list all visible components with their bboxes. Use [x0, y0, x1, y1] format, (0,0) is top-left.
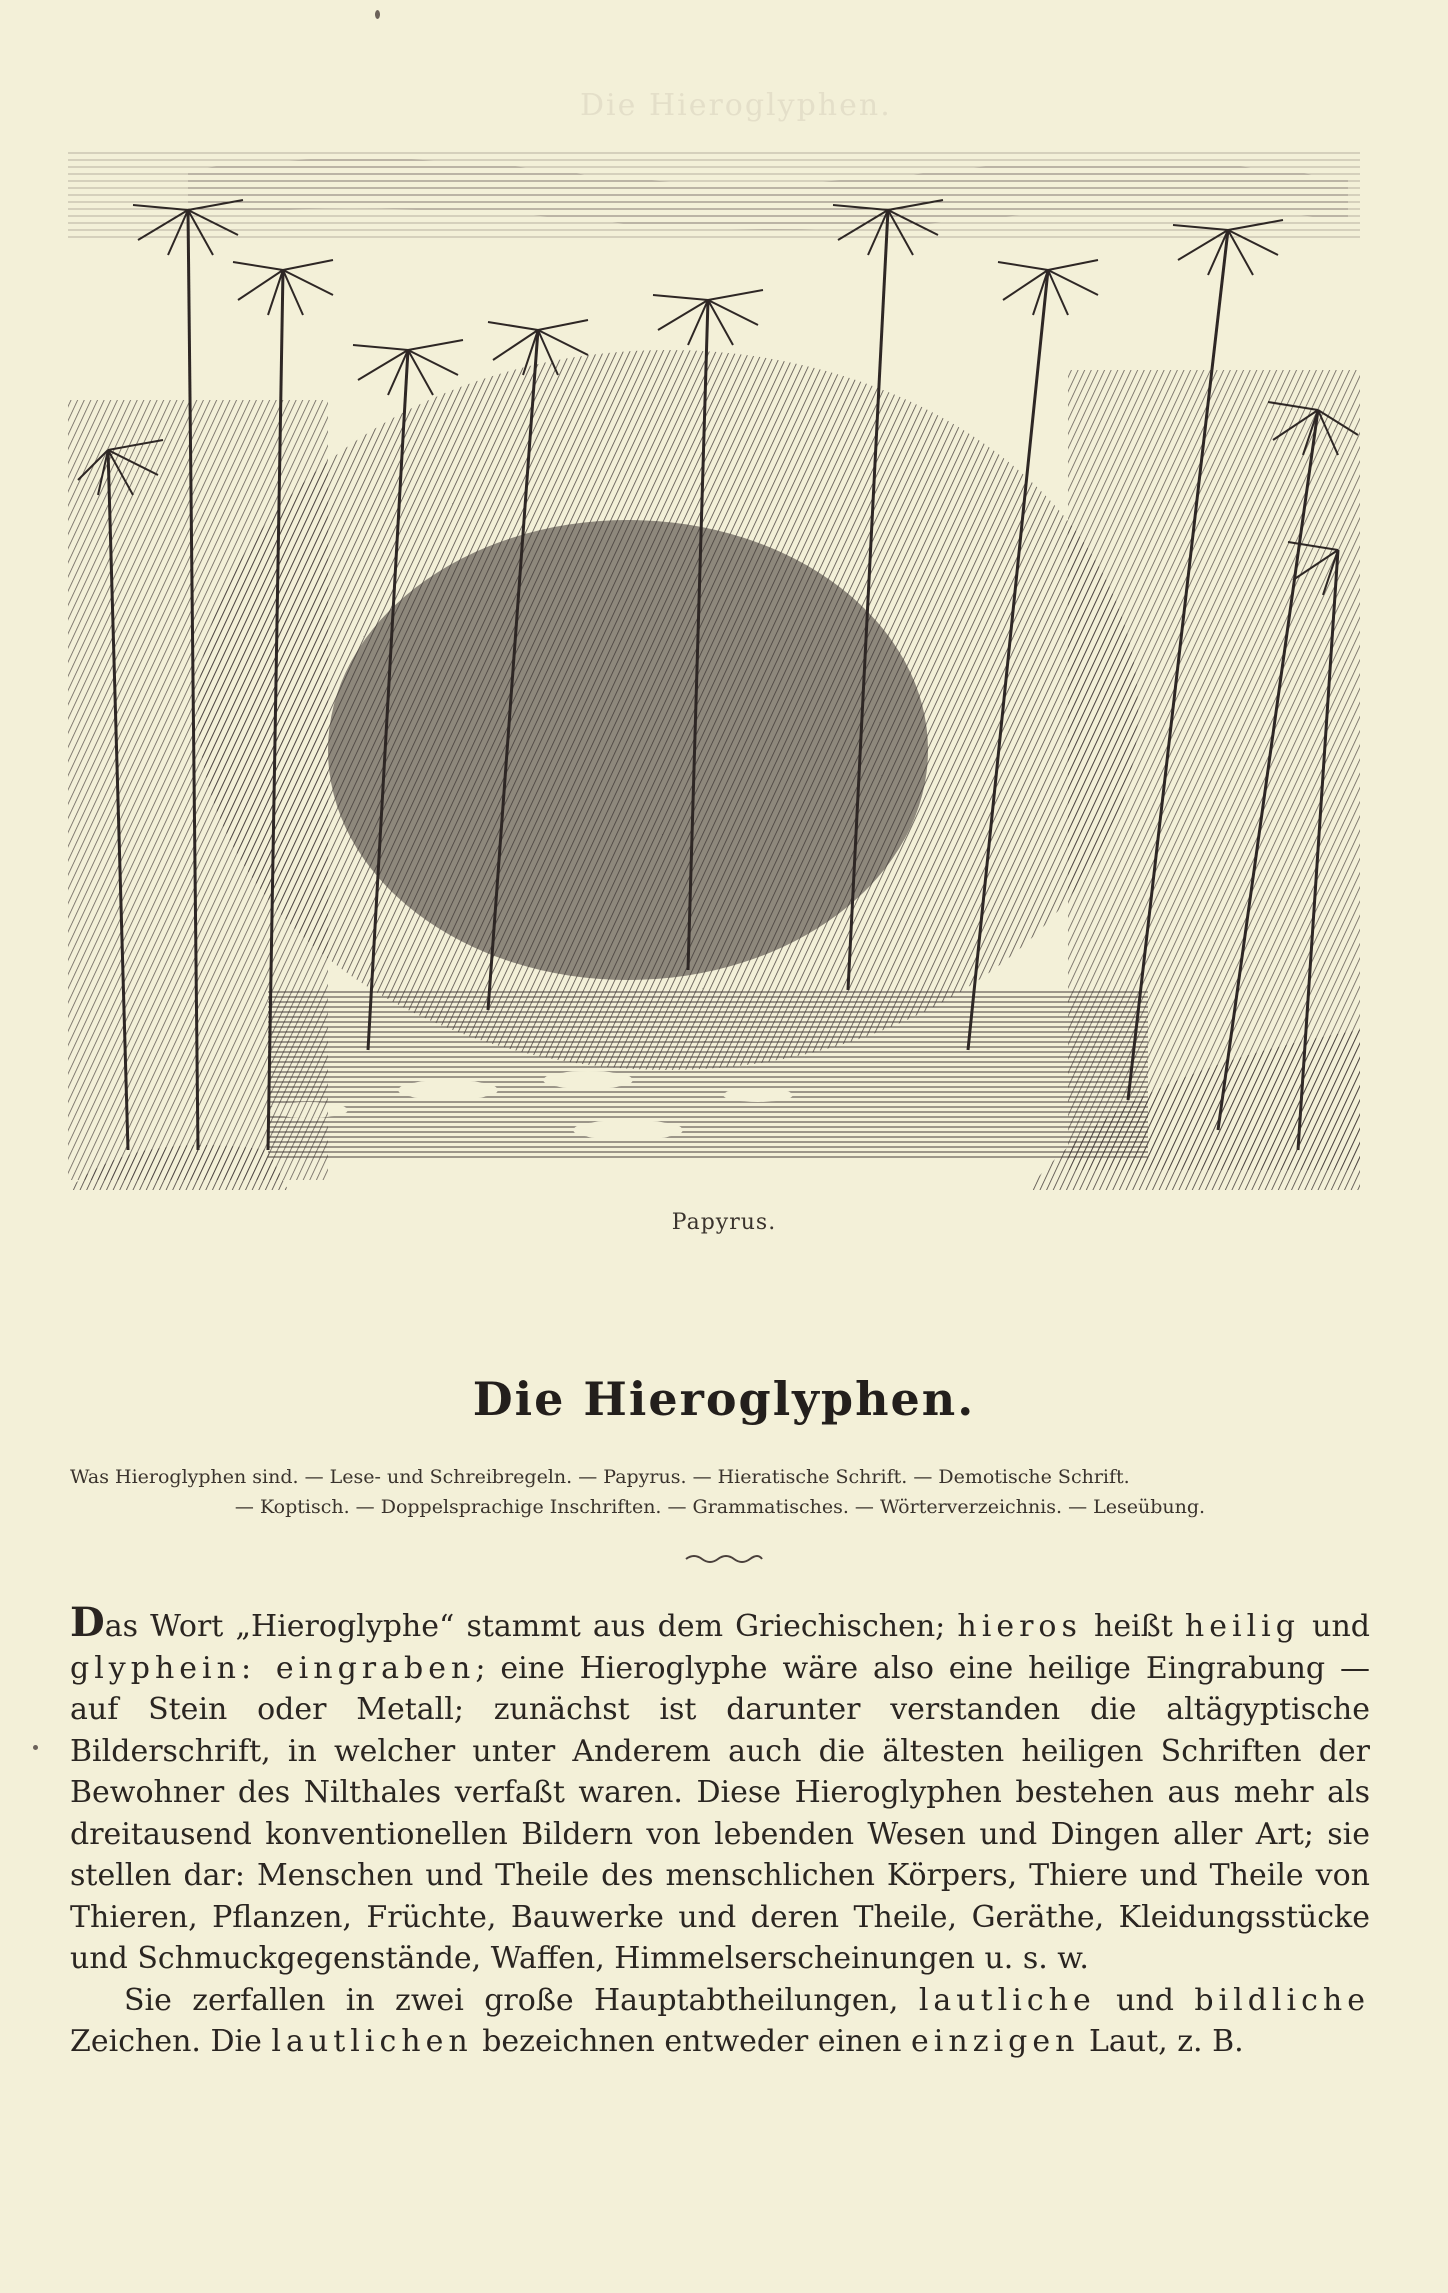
text-run: bezeichnen entweder einen	[472, 2024, 912, 2059]
bleed-through-header: Die Hieroglyphen.	[580, 88, 892, 123]
figure-caption: Papyrus.	[671, 1210, 777, 1235]
paragraph-2	[70, 1980, 1370, 2063]
ornament-divider	[684, 1552, 764, 1566]
ink-speck	[375, 10, 380, 19]
text-run: und	[1095, 1982, 1195, 2018]
emphasis-lautliche: lautliche	[918, 1982, 1096, 2018]
emphasis-lautlichen: lautlichen	[271, 2024, 473, 2059]
text-run: ; eine Hieroglyphe wäre also eine heilige Eingrabung — auf Stein oder Metall; zunächst ist darunter verstanden die altägyptische Bilderschrift, in welcher unter Anderem auch die ältesten heiligen Schriften der Bewohner des Nilthales verfaßt waren. Diese Hieroglyphen bestehen aus mehr als dreitausend konventionellen Bildern von lebenden Wesen und Dingen aller Art; sie stellen dar: Menschen und Theile des menschlichen Körpers, Thiere und Theile von Thieren, Pflanzen, Früchte, Bauwerke und deren Theile, Geräthe, Kleidungsstücke und Schmuckgegenstände, Waffen, Himmelserscheinungen u. s. w.	[70, 1650, 1371, 1976]
summary-line-2: — Koptisch. — Doppelsprachige Inschriften. — Grammatisches. — Wörterverzeichnis. — Leseübung.	[234, 1496, 1206, 1518]
papyrus-engraving-svg	[68, 150, 1360, 1190]
text-run: heißt	[1081, 1609, 1185, 1644]
emphasis-einzigen: einzigen	[911, 2024, 1080, 2059]
summary-line-1: Was Hieroglyphen sind. — Lese- und Schreibregeln. — Papyrus. — Hieratische Schrift. — Demotische Schrift.	[70, 1466, 1130, 1488]
paragraph-1	[70, 1599, 1371, 1980]
emphasis-glyphein: glyphein: eingraben	[70, 1650, 476, 1686]
text-run: und	[1300, 1609, 1370, 1644]
text-run: Laut, z. B.	[1079, 2024, 1244, 2059]
emphasis-hieros: hieros	[957, 1609, 1082, 1644]
text-run: Sie zerfallen in zwei große Hauptabtheilungen,	[124, 1982, 919, 2018]
emphasis-bildliche: bildliche	[1194, 1982, 1370, 2018]
text-run: Zeichen. Die	[70, 2024, 272, 2059]
papyrus-engraving	[68, 150, 1360, 1190]
text-run: as Wort „Hieroglyphe“ stammt aus dem Griechischen;	[104, 1609, 958, 1644]
emphasis-heilig: heilig	[1184, 1609, 1300, 1644]
chapter-summary	[70, 1462, 1370, 1522]
body-text	[70, 1599, 1371, 2063]
drop-capital: D	[70, 1599, 105, 1646]
ink-speck	[33, 1745, 38, 1750]
chapter-title: Die Hieroglyphen.	[472, 1372, 976, 1426]
